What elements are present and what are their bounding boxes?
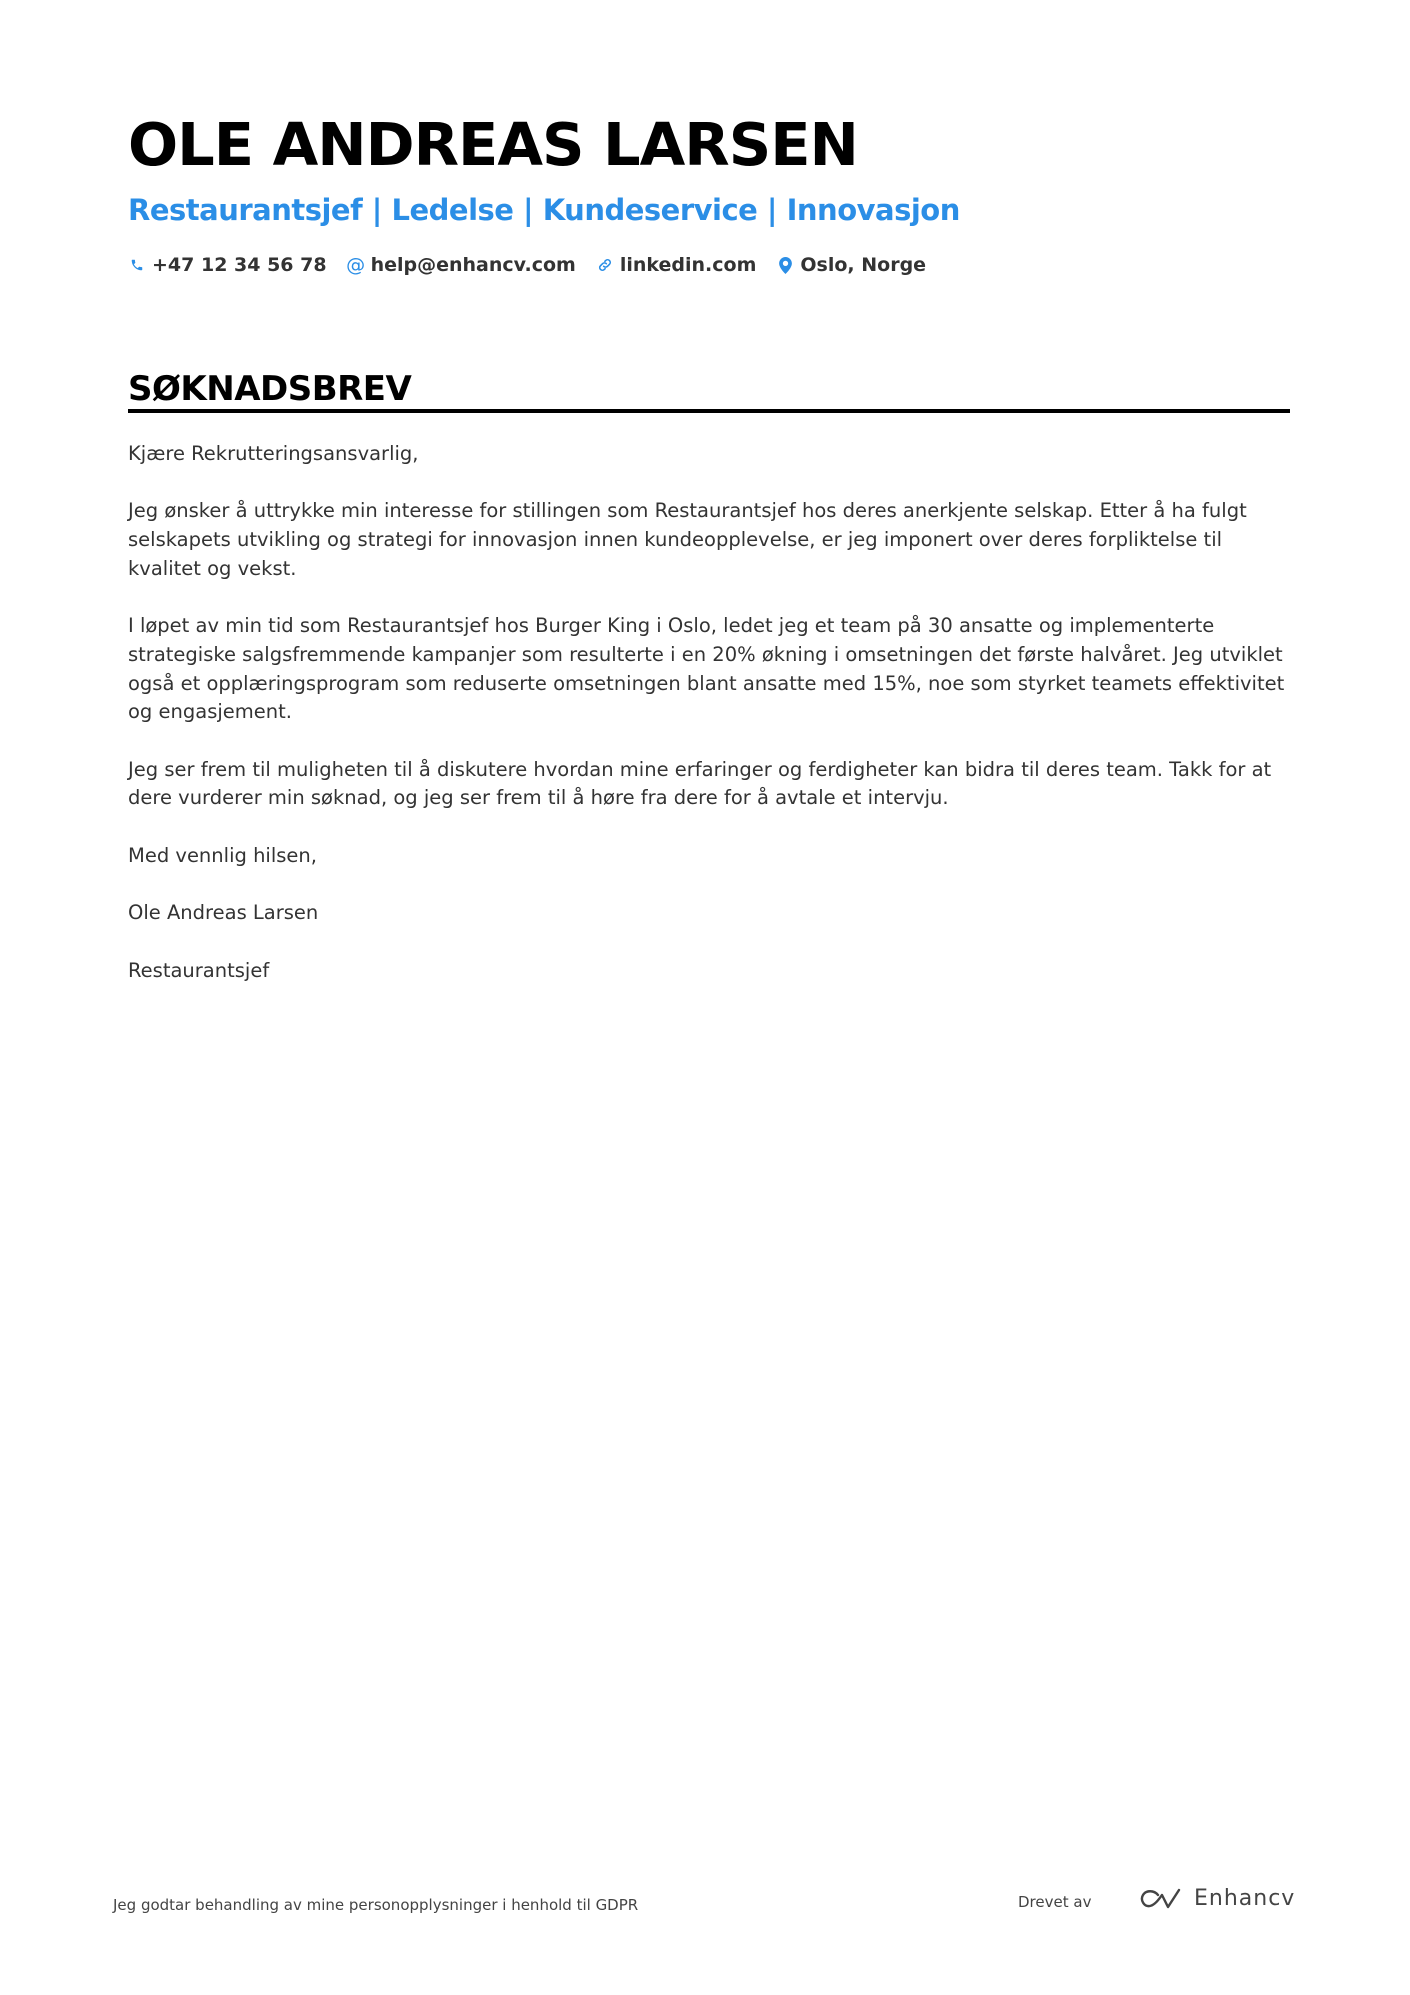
phone-text: +47 12 34 56 78 [152, 254, 327, 276]
phone-icon [128, 255, 146, 275]
at-icon: @ [346, 254, 366, 276]
contact-location [776, 254, 926, 276]
signature-name: Ole Andreas Larsen [128, 901, 319, 925]
enhancv-logo-icon [1138, 1887, 1184, 1911]
contact-linkedin[interactable] [596, 254, 757, 276]
contact-email[interactable] [347, 254, 576, 276]
letter-paragraph: Jeg ønsker å uttrykke min interesse for stillingen som Restaurantsjef hos deres anerkjente selskap. Etter å ha fulgt selskapets utvikling og strategi for innovasjon innen kundeopplevelse, er jeg imponert over deres forpliktelse til kvalitet og vekst. [128, 499, 1247, 580]
link-icon [596, 255, 614, 275]
linkedin-text[interactable]: linkedin.com [619, 254, 757, 276]
letter-paragraph: Jeg ser frem til muligheten til å diskutere hvordan mine erfaringer og ferdigheter kan bidra til deres team. Takk for at dere vurderer min søknad, og jeg ser frem til å høre fra dere for å avtale et intervju. [128, 757, 1272, 810]
applicant-name: OLE ANDREAS LARSEN [128, 110, 858, 179]
email-text[interactable]: help@enhancv.com [370, 254, 576, 276]
location-text: Oslo, Norge [800, 254, 927, 276]
location-pin-icon [776, 255, 794, 275]
gdpr-consent-text: Jeg godtar behandling av mine personopplysninger i henhold til GDPR [113, 1896, 639, 1914]
headline: Restaurantsjef | Ledelse | Kundeservice | Innovasjon [128, 193, 960, 227]
salutation: Kjære Rekrutteringsansvarlig, [128, 442, 419, 465]
brand-name: Enhancv [1194, 1886, 1296, 1911]
section-title: SØKNADSBREV [128, 369, 412, 409]
signature-title: Restaurantsjef [128, 958, 270, 982]
letter-body [128, 440, 1290, 1014]
letter-paragraph: I løpet av min tid som Restaurantsjef hos Burger King i Oslo, ledet jeg et team på 30 ansatte og implementerte strategiske salgsfremmende kampanjer som resulterte i en 20% økning i omsetningen det første halvåret. Jeg utviklet også et opplæringsprogram som reduserte omsetningen blant ansatte med 15%, noe som styrket teamets effektivitet og engasjement. [128, 614, 1285, 724]
section-divider [128, 409, 1290, 413]
closing: Med vennlig hilsen, [128, 843, 317, 867]
contact-phone [128, 254, 327, 276]
contact-bar [128, 254, 946, 276]
powered-by-label: Drevet av [1018, 1893, 1092, 1911]
enhancv-logo[interactable] [1138, 1886, 1295, 1911]
